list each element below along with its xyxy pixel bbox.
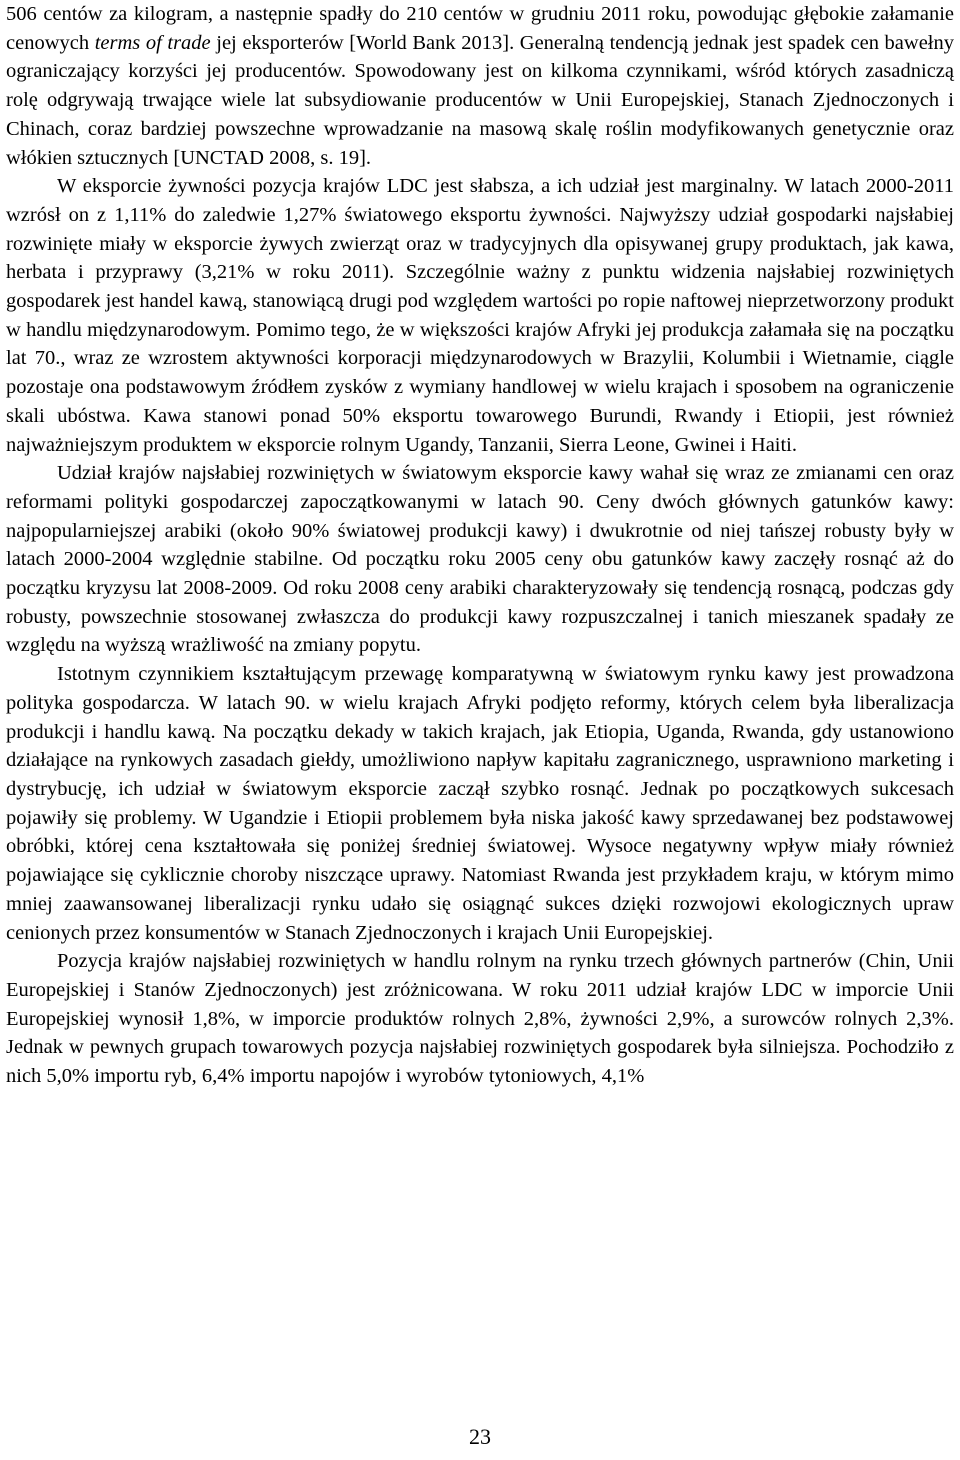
paragraph-5: Pozycja krajów najsłabiej rozwiniętych w handlu rolnym na rynku trzech głównych partnerów (Chin, Unii Europejskiej i Stanów Zjednoczonych) jest zróżnicowana. W roku 2011 udział krajów LDC w imporcie Unii Europejskiej wynosił 1,8%, w imporcie produktów rolnych 2,8%, żywności 2,9%, a surowców rolnych 2,3%. Jednak w pewnych grupach towarowych pozycja najsłabiej rozwiniętych gospodarek była silniejsza. Pochodziło z nich 5,0% importu ryb, 6,4% importu napojów i wyrobów tytoniowych, 4,1% bbox=[6, 950, 954, 1088]
italic-term: terms of trade bbox=[94, 31, 211, 54]
paragraph-1-text-start: 506 centów za kilogram, a następnie spadły do 210 centów w grudniu 2011 roku, powodując głębokie załamanie cenowych bbox=[6, 3, 954, 54]
document-body bbox=[6, 0, 954, 1091]
paragraph-2: W eksporcie żywności pozycja krajów LDC jest słabsza, a ich udział jest marginalny. W latach 2000-2011 wzrósł on z 1,11% do zaledwie 1,27% światowego eksportu żywności. Najwyższy udział gospodarki najsłabiej rozwinięte miały w eksporcie żywych zwierząt oraz w tradycyjnych dla opisywanej grupy produktach, jak kawa, herbata i przyprawy (3,21% w roku 2011). Szczególnie ważny z punktu widzenia najsłabiej rozwiniętych gospodarek jest handel kawą, stanowiącą drugi pod względem wartości po ropie naftowej nieprzetworzony produkt w handlu międzynarodowym. Pomimo tego, że w większości krajów Afryki jej produkcja załamała się na początku lat 70., wraz ze wzrostem aktywności korporacji międzynarodowych w Brazylii, Kolumbii i Wietnamie, ciągle pozostaje ona podstawowym źródłem zysków z wymiany handlowej w wielu krajach i sposobem na ograniczenie skali ubóstwa. Kawa stanowi ponad 50% eksportu towarowego Burundi, Rwandy i Etiopii, jest również najważniejszym produktem w eksporcie rolnym Ugandy, Tanzanii, Sierra Leone, Gwinei i Haiti. bbox=[6, 175, 954, 456]
paragraph-4: Istotnym czynnikiem kształtującym przewagę komparatywną w światowym rynku kawy jest prowadzona polityka gospodarcza. W latach 90. w wielu krajach Afryki podjęto reformy, których celem była liberalizacja produkcji i handlu kawą. Na początku dekady w takich krajach, jak Etiopia, Uganda, Rwanda, gdy ustanowiono działające na rynkowych zasadach giełdy, umożliwiono napływ kapitału zagranicznego, usprawniono marketing i dystrybucję, ich udział w światowym eksporcie zaczął szybko rosnąć. Jednak po początkowych sukcesach pojawiły się problemy. W Ugandzie i Etiopii problemem była niska jakość kawy sprzedawanej bez podstawowej obróbki, której cena kształtowała się poniżej średniej światowej. Wysoce negatywny wpływ miały również pojawiające się cyklicznie choroby niszczące uprawy. Natomiast Rwanda jest przykładem kraju, w którym mimo mniej zaawansowanej liberalizacji rynku udało się osiągnąć sukces dzięki rozwojowi ekologicznych upraw cenionych przez konsumentów w Stanach Zjednoczonych i krajach Unii Europejskiej. bbox=[6, 663, 954, 944]
paragraph-3: Udział krajów najsłabiej rozwiniętych w światowym eksporcie kawy wahał się wraz ze zmianami cen oraz reformami polityki gospodarczej zapoczątkowanymi w latach 90. Ceny dwóch głównych gatunków kawy: najpopularniejszej arabiki (około 90% światowej produkcji kawy) i dwukrotnie od niej tańszej robusty były w latach 2000-2004 względnie stabilne. Od początku roku 2005 ceny obu gatunków kawy zaczęły rosnąć aż do początku kryzysu lat 2008-2009. Od roku 2008 ceny arabiki charakteryzowały się tendencją rosnącą, podczas gdy robusty, powszechnie stosowanej zwłaszcza do produkcji kawy rozpuszczalnej i tanich mieszanek spadały ze względu na wyższą wrażliwość na zmiany popytu. bbox=[6, 462, 954, 657]
page-number: 23 bbox=[469, 1424, 491, 1449]
paragraph-1 bbox=[6, 0, 954, 172]
paragraph-1-text-end: jej eksporterów [World Bank 2013]. Generalną tendencją jednak jest spadek cen bawełny ograniczający korzyści jej producentów. Spowodowany jest on kilkoma czynnikami, wśród których zasadniczą rolę odgrywają trwające wiele lat subsydiowanie producentów w Unii Europejskiej, Stanach Zjednoczonych i Chinach, coraz bardziej powszechne wprowadzanie na masową skalę roślin modyfikowanych genetycznie oraz włókien sztucznych [UNCTAD 2008, s. 19]. bbox=[6, 31, 954, 169]
